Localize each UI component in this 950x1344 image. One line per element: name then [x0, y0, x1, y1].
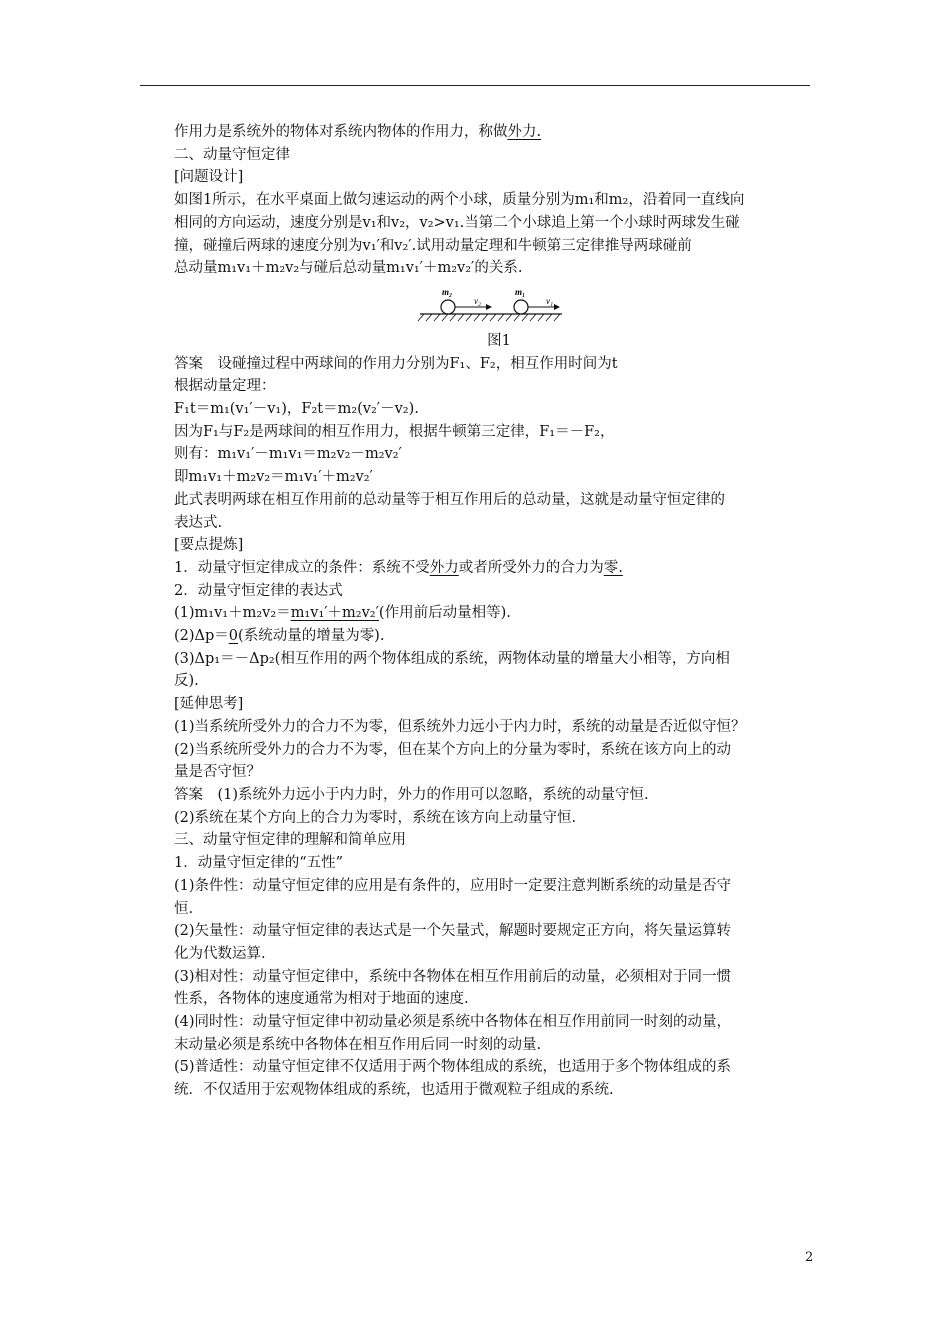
expression-1 — [174, 602, 824, 625]
answer-line: (2)系统在某个方向上的合力为零时，系统在该方向上动量守恒. — [174, 809, 577, 826]
text-span: (2)Δp＝ — [174, 628, 229, 645]
fill-blank: 外力. — [507, 124, 542, 140]
text-line: (3)相对性：动量守恒定律中，系统中各物体在相互作用前后的动量，必须相对于同一惯 — [174, 968, 732, 985]
text-span: (系统动量的增量为零). — [238, 628, 385, 645]
fill-blank: m₁v₁′＋m₂v₂′ — [290, 605, 379, 622]
page-number: 2 — [805, 1250, 814, 1265]
answer-line: 答案 (1)系统外力远小于内力时，外力的作用可以忽略，系统的动量守恒. — [174, 786, 649, 803]
header-rule — [140, 85, 810, 86]
arrowhead-v2 — [486, 304, 492, 310]
answer-line: 表达式. — [174, 514, 223, 531]
text-span: 作用力是系统外的物体对系统内物体的作用力，称做 — [174, 124, 508, 140]
label-v1: v₁ — [546, 295, 554, 306]
key-point-1 — [174, 557, 824, 580]
question-line: (1)当系统所受外力的合力不为零，但系统外力远小于内力时，系统的动量是否近似守恒？ — [174, 718, 746, 735]
expression-2 — [174, 625, 824, 648]
answer-line: 根据动量定理： — [174, 378, 276, 395]
ground-hatch — [418, 314, 560, 321]
figure-1 — [174, 281, 824, 327]
fill-blank: 0 — [228, 628, 239, 645]
text-line: 撞，碰撞后两球的速度分别为v₁′和v₂′.试用动量定理和牛顿第三定律推导两球碰前 — [174, 237, 692, 254]
text-line: 总动量m₁v₁＋m₂v₂与碰后总动量m₁v₁′＋m₂v₂′的关系. — [174, 260, 523, 277]
expression-3-cont: 反). — [174, 673, 199, 690]
question-line: (2)当系统所受外力的合力不为零，但在某个方向上的分量为零时，系统在该方向上的动 — [174, 741, 732, 758]
text-line: (2)矢量性：动量守恒定律的表达式是一个矢量式，解题时要规定正方向，将矢量运算转 — [174, 923, 732, 940]
fill-blank: 外力 — [429, 559, 459, 576]
text-line: (5)普适性：动量守恒定律不仅适用于两个物体组成的系统，也适用于多个物体组成的系 — [174, 1059, 732, 1076]
answer-line: F₁t＝m₁(v₁′－v₁)，F₂t＝m₂(v₂′－v₂). — [174, 401, 419, 418]
key-point-2: 2．动量守恒定律的表达式 — [174, 582, 343, 599]
text-line: 恒. — [174, 900, 194, 917]
text-line — [174, 121, 824, 144]
text-line: 相同的方向运动，速度分别是v₁和v₂，v₂>v₁.当第二个小球追上第一个小球时两球发生碰 — [174, 214, 740, 231]
text-line: 末动量必须是系统中各物体在相互作用后同一时刻的动量. — [174, 1036, 542, 1053]
answer-line: 答案 设碰撞过程中两球间的作用力分别为F₁、F₂，相互作用时间为t — [174, 355, 618, 372]
fill-blank: 零. — [603, 559, 623, 576]
arrowhead-v1 — [554, 304, 560, 310]
text-line: 1．动量守恒定律的“五性” — [174, 855, 344, 872]
question-line: 量是否守恒？ — [174, 764, 261, 781]
label-m2: m₂ — [442, 286, 453, 297]
text-line: 性系，各物体的速度通常为相对于地面的速度. — [174, 991, 469, 1008]
answer-line: 此式表明两球在相互作用前的总动量等于相互作用后的总动量，这就是动量守恒定律的 — [174, 491, 725, 508]
text-span: (作用前后动量相等). — [378, 605, 511, 622]
text-line: 化为代数运算. — [174, 945, 266, 962]
text-line: 如图1所示，在水平桌面上做匀速运动的两个小球，质量分别为m₁和m₂，沿着同一直线向 — [174, 192, 745, 209]
label-m1: m₁ — [515, 286, 526, 297]
subsection-heading: [延伸思考] — [174, 696, 244, 713]
text-span: 或者所受外力的合力为 — [458, 559, 604, 576]
ball-m1 — [514, 300, 528, 314]
text-span: 1．动量守恒定律成立的条件：系统不受 — [174, 559, 430, 576]
text-span: (1)m₁v₁＋m₂v₂＝ — [174, 605, 291, 622]
expression-3: (3)Δp₁＝－Δp₂(相互作用的两个物体组成的系统，两物体动量的增量大小相等，方向相 — [174, 650, 730, 667]
section-heading: 二、动量守恒定律 — [174, 146, 290, 163]
document-body — [174, 121, 824, 1102]
answer-line: 即m₁v₁＋m₂v₂＝m₁v₁′＋m₂v₂′ — [174, 469, 373, 486]
figure-diagram — [174, 281, 824, 327]
figure-caption: 图1 — [487, 332, 511, 349]
answer-line: 因为F₁与F₂是两球间的相互作用力，根据牛顿第三定律，F₁＝－F₂， — [174, 423, 615, 440]
section-heading: 三、动量守恒定律的理解和简单应用 — [174, 832, 406, 849]
ball-m2 — [441, 300, 455, 314]
answer-line: 则有：m₁v₁′－m₁v₁＝m₂v₂－m₂v₂′ — [174, 446, 402, 463]
subsection-heading: [问题设计] — [174, 169, 244, 186]
subsection-heading: [要点提炼] — [174, 537, 244, 554]
text-line: (1)条件性：动量守恒定律的应用是有条件的，应用时一定要注意判断系统的动量是否守 — [174, 877, 732, 894]
text-line: 统．不仅适用于宏观物体组成的系统，也适用于微观粒子组成的系统. — [174, 1082, 614, 1099]
label-v2: v₂ — [474, 295, 482, 306]
text-line: (4)同时性：动量守恒定律中初动量必须是系统中各物体在相互作用前同一时刻的动量， — [174, 1014, 732, 1031]
